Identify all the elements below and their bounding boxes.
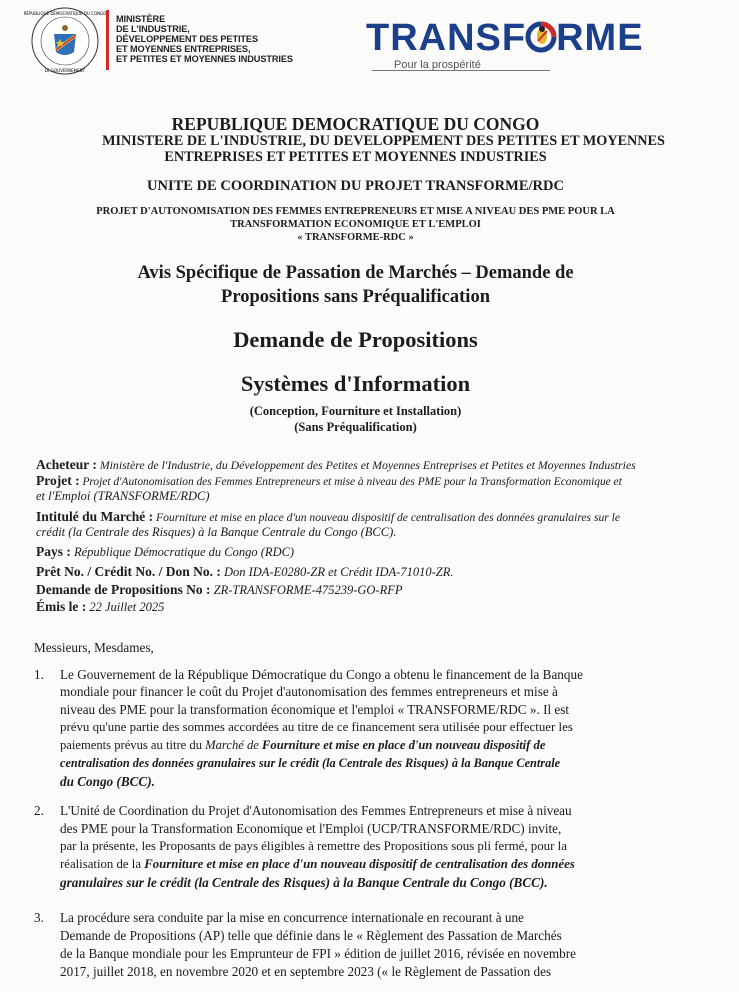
ministry-line: DE L'INDUSTRIE, [116,24,190,34]
ministry-title-line-1: MINISTERE DE L'INDUSTRIE, DU DEVELOPPEMENT DES PETITES ET MOYENNES [102,133,665,149]
pret-row [36,565,453,579]
notice-title-line-1: Avis Spécifique de Passation de Marchés – Demande de [137,263,574,283]
projet-value-cont: et l'Emploi (TRANSFORME/RDC) [36,489,210,503]
seal-text-top: RÉPUBLIQUE DÉMOCRATIQUE DU CONGO [23,11,107,16]
p1-text-italic: Marché de [205,738,263,752]
p1-line: du Congo (BCC). [60,774,155,789]
p1-text: paiements prévus au titre du [60,738,206,752]
pret-label: Prêt No. / Crédit No. / Don No. : [36,564,221,579]
logo-text-left: TRANSF [366,17,527,59]
logo-tagline: Pour la prospérité [394,59,481,71]
projet-row [36,474,622,489]
pays-value: République Démocratique du Congo (RDC) [74,545,295,559]
dp-label: Demande de Propositions No : [36,582,211,597]
acheteur-value: Ministère de l'Industrie, du Développement des Petites et Moyennes Entreprises et Petites et Moyennes Industries [99,458,636,472]
country-title: REPUBLIQUE DEMOCRATIQUE DU CONGO [171,114,540,134]
p2-text: réalisation de la [60,857,145,871]
transforme-logo [366,18,644,58]
project-title-line-1: PROJET D'AUTONOMISATION DES FEMMES ENTREPRENEURS ET MISE A NIVEAU DES PME POUR LA [96,206,615,217]
project-title-line-2: TRANSFORMATION ECONOMIQUE ET L'EMPLOI [230,219,481,230]
pret-value: Don IDA-E0280-ZR et Crédit IDA-71010-ZR. [223,565,454,579]
projet-value: Projet d'Autonomisation des Femmes Entrepreneurs et mise à niveau des PME pour la Transformation Economique et [82,476,622,488]
p1-line: Le Gouvernement de la République Démocratique du Congo a obtenu le financement de la Banque [60,667,583,682]
emis-row [36,600,164,614]
acheteur-row [36,458,636,472]
emis-label: Émis le : [36,599,87,614]
ministry-line: DÉVELOPPEMENT DES PETITES [116,34,258,44]
p3-line: Demande de Propositions (AP) telle que définie dans le « Règlement des Passation de Marchés [60,928,562,943]
intitule-label: Intitulé du Marché : [36,509,154,524]
unit-title: UNITE DE COORDINATION DU PROJET TRANSFORME/RDC [147,178,564,194]
subject-subtitle-2: (Sans Préqualification) [294,420,417,434]
paragraph-number: 1. [34,667,44,682]
p3-line: de la Banque mondiale pour les Emprunteur de FPI » édition de juillet 2016, révisée en novembre [60,946,577,961]
dp-row [36,583,403,597]
p2-line [60,857,680,873]
government-seal-icon [23,6,107,76]
p3-line: La procédure sera conduite par la mise en concurrence internationale en recourant à une [60,910,524,925]
p3-line: 2017, juillet 2018, en novembre 2020 et en septembre 2023 (« le Règlement de Passation des [60,964,552,979]
emis-value: 22 Juillet 2025 [89,600,165,614]
subject-title: Systèmes d'Information [240,371,471,396]
divider [106,10,109,70]
logo-text-right: RME [556,17,644,59]
pays-label: Pays : [36,544,71,559]
projet-label: Projet : [36,473,80,488]
p2-line: des PME pour la Transformation Economique et l'Emploi (UCP/TRANSFORME/RDC) invite, [60,821,562,836]
p2-line: granulaires sur le crédit (la Centrale des Risques) à la Banque Centrale du Congo (BCC). [60,875,548,890]
p1-text-bold-italic: Fourniture et mise en place d'un nouveau dispositif de [262,738,546,752]
project-title-line-3: « TRANSFORME-RDC » [297,232,414,243]
paragraph-number: 3. [34,910,44,925]
p1-line [60,738,680,754]
p1-line: centralisation des données granulaires sur le crédit (la Centrale des Risques) à la Banque Centrale [60,756,561,770]
pays-row [36,545,294,559]
notice-title-line-2: Propositions sans Préqualification [221,287,490,307]
ministry-line: ET PETITES ET MOYENNES INDUSTRIES [116,54,293,64]
dp-value: ZR-TRANSFORME-475239-GO-RFP [213,583,403,597]
p1-line: niveau des PME pour la transformation économique et l'emploi « TRANSFORME/RDC ». Il est [60,702,570,717]
ministry-title-line-2: ENTREPRISES ET PETITES ET MOYENNES INDUSTRIES [164,149,547,165]
document-title: Demande de Propositions [233,327,478,352]
acheteur-label: Acheteur : [36,457,97,472]
intitule-row-2 [36,525,396,539]
p2-line: L'Unité de Coordination du Projet d'Autonomisation des Femmes Entrepreneurs et mise à niveau [60,803,572,818]
p1-line: prévu qu'une partie des sommes accordées au titre de ce financement sera utilisée pour effectuer les [60,720,573,734]
p2-text-bold-italic: Fourniture et mise en place d'un nouveau dispositif de centralisation des données [144,857,575,871]
greeting: Messieurs, Mesdames, [34,640,154,655]
ministry-line: ET MOYENNES ENTREPRISES, [116,44,251,54]
logo-o-emblem-icon [526,19,556,53]
intitule-value: Fourniture et mise en place d'un nouveau dispositif de centralisation des données granulaires sur le [156,511,621,524]
ministry-line: MINISTÈRE [116,14,166,24]
p1-line: mondiale pour financer le coût du Projet d'autonomisation des femmes entrepreneurs et mise à [60,684,558,699]
subject-subtitle: (Conception, Fourniture et Installation) [249,404,462,418]
paragraph-number: 2. [34,803,44,818]
seal-text-bottom: LE GOUVERNEMENT [44,68,86,73]
p2-line: par la présente, les Proposants de pays éligibles à remettre des Propositions sous pli fermé, pour la [60,839,567,853]
projet-row-2 [36,489,209,503]
intitule-value-cont: crédit (la Centrale des Risques) à la Banque Centrale du Congo (BCC). [36,525,397,539]
intitule-row [36,510,620,525]
